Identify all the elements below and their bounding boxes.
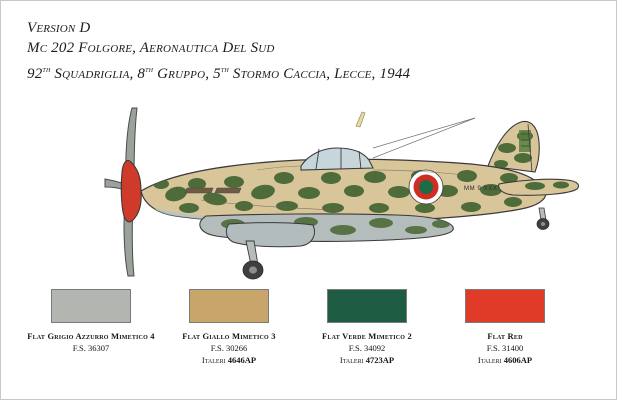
serial-code: MM 9 XXX [464,186,498,192]
canopy [301,148,373,170]
color-fs-code: F.S. 31400 [486,343,524,353]
gruppo-text: Squadriglia, 8 [50,66,146,82]
exhaust-stack [215,188,241,193]
color-swatch [23,289,159,354]
ordinal-suffix: th [42,64,51,74]
color-swatch [161,289,297,366]
version-heading [27,19,587,85]
color-chip [327,289,407,323]
color-chip [189,289,269,323]
color-swatch [299,289,435,366]
version-label: Version [27,20,80,36]
main-landing-gear [243,241,263,279]
unit-line [27,59,587,85]
color-swatch [437,289,573,366]
canopy-highlight [356,112,365,127]
fuselage-roundel [409,170,443,204]
stabilizer-mottle [553,182,569,189]
aircraft-profile-illustration [1,96,617,296]
aircraft-designation: Mc 202 Folgore, Aeronautica Del Sud [27,40,275,56]
color-name: Flat Giallo Mimetico 3 [182,331,276,341]
stormo-text: Gruppo, 5 [153,66,221,82]
color-brand-code: Italeri 4606AP [477,355,533,365]
paint-color-legend [1,289,617,399]
tail-wheel [537,208,549,230]
radiator [226,223,314,247]
stabilizer-mottle [525,182,545,190]
color-brand-code: Italeri 4723AP [339,355,395,365]
squadriglia-number: 92 [27,66,43,82]
color-name: Flat Grigio Azzurro Mimetico 4 [27,331,155,341]
version-letter: D [79,20,91,36]
color-brand-code: Italeri 4646AP [201,355,257,365]
color-fs-code: F.S. 34092 [348,343,386,353]
ordinal-suffix: th [145,64,154,74]
exhaust-stack [185,188,213,193]
color-chip [465,289,545,323]
color-name: Flat Verde Mimetico 2 [322,331,412,341]
version-line [27,19,587,38]
ordinal-suffix: th [220,64,229,74]
spinner [121,160,141,221]
color-name: Flat Red [487,331,523,341]
location-year-text: Stormo Caccia, Lecce, 1944 [228,66,411,82]
color-fs-code: F.S. 30266 [210,343,248,353]
callout-lines [373,118,475,158]
color-fs-code: F.S. 36307 [72,343,110,353]
color-chip [51,289,131,323]
